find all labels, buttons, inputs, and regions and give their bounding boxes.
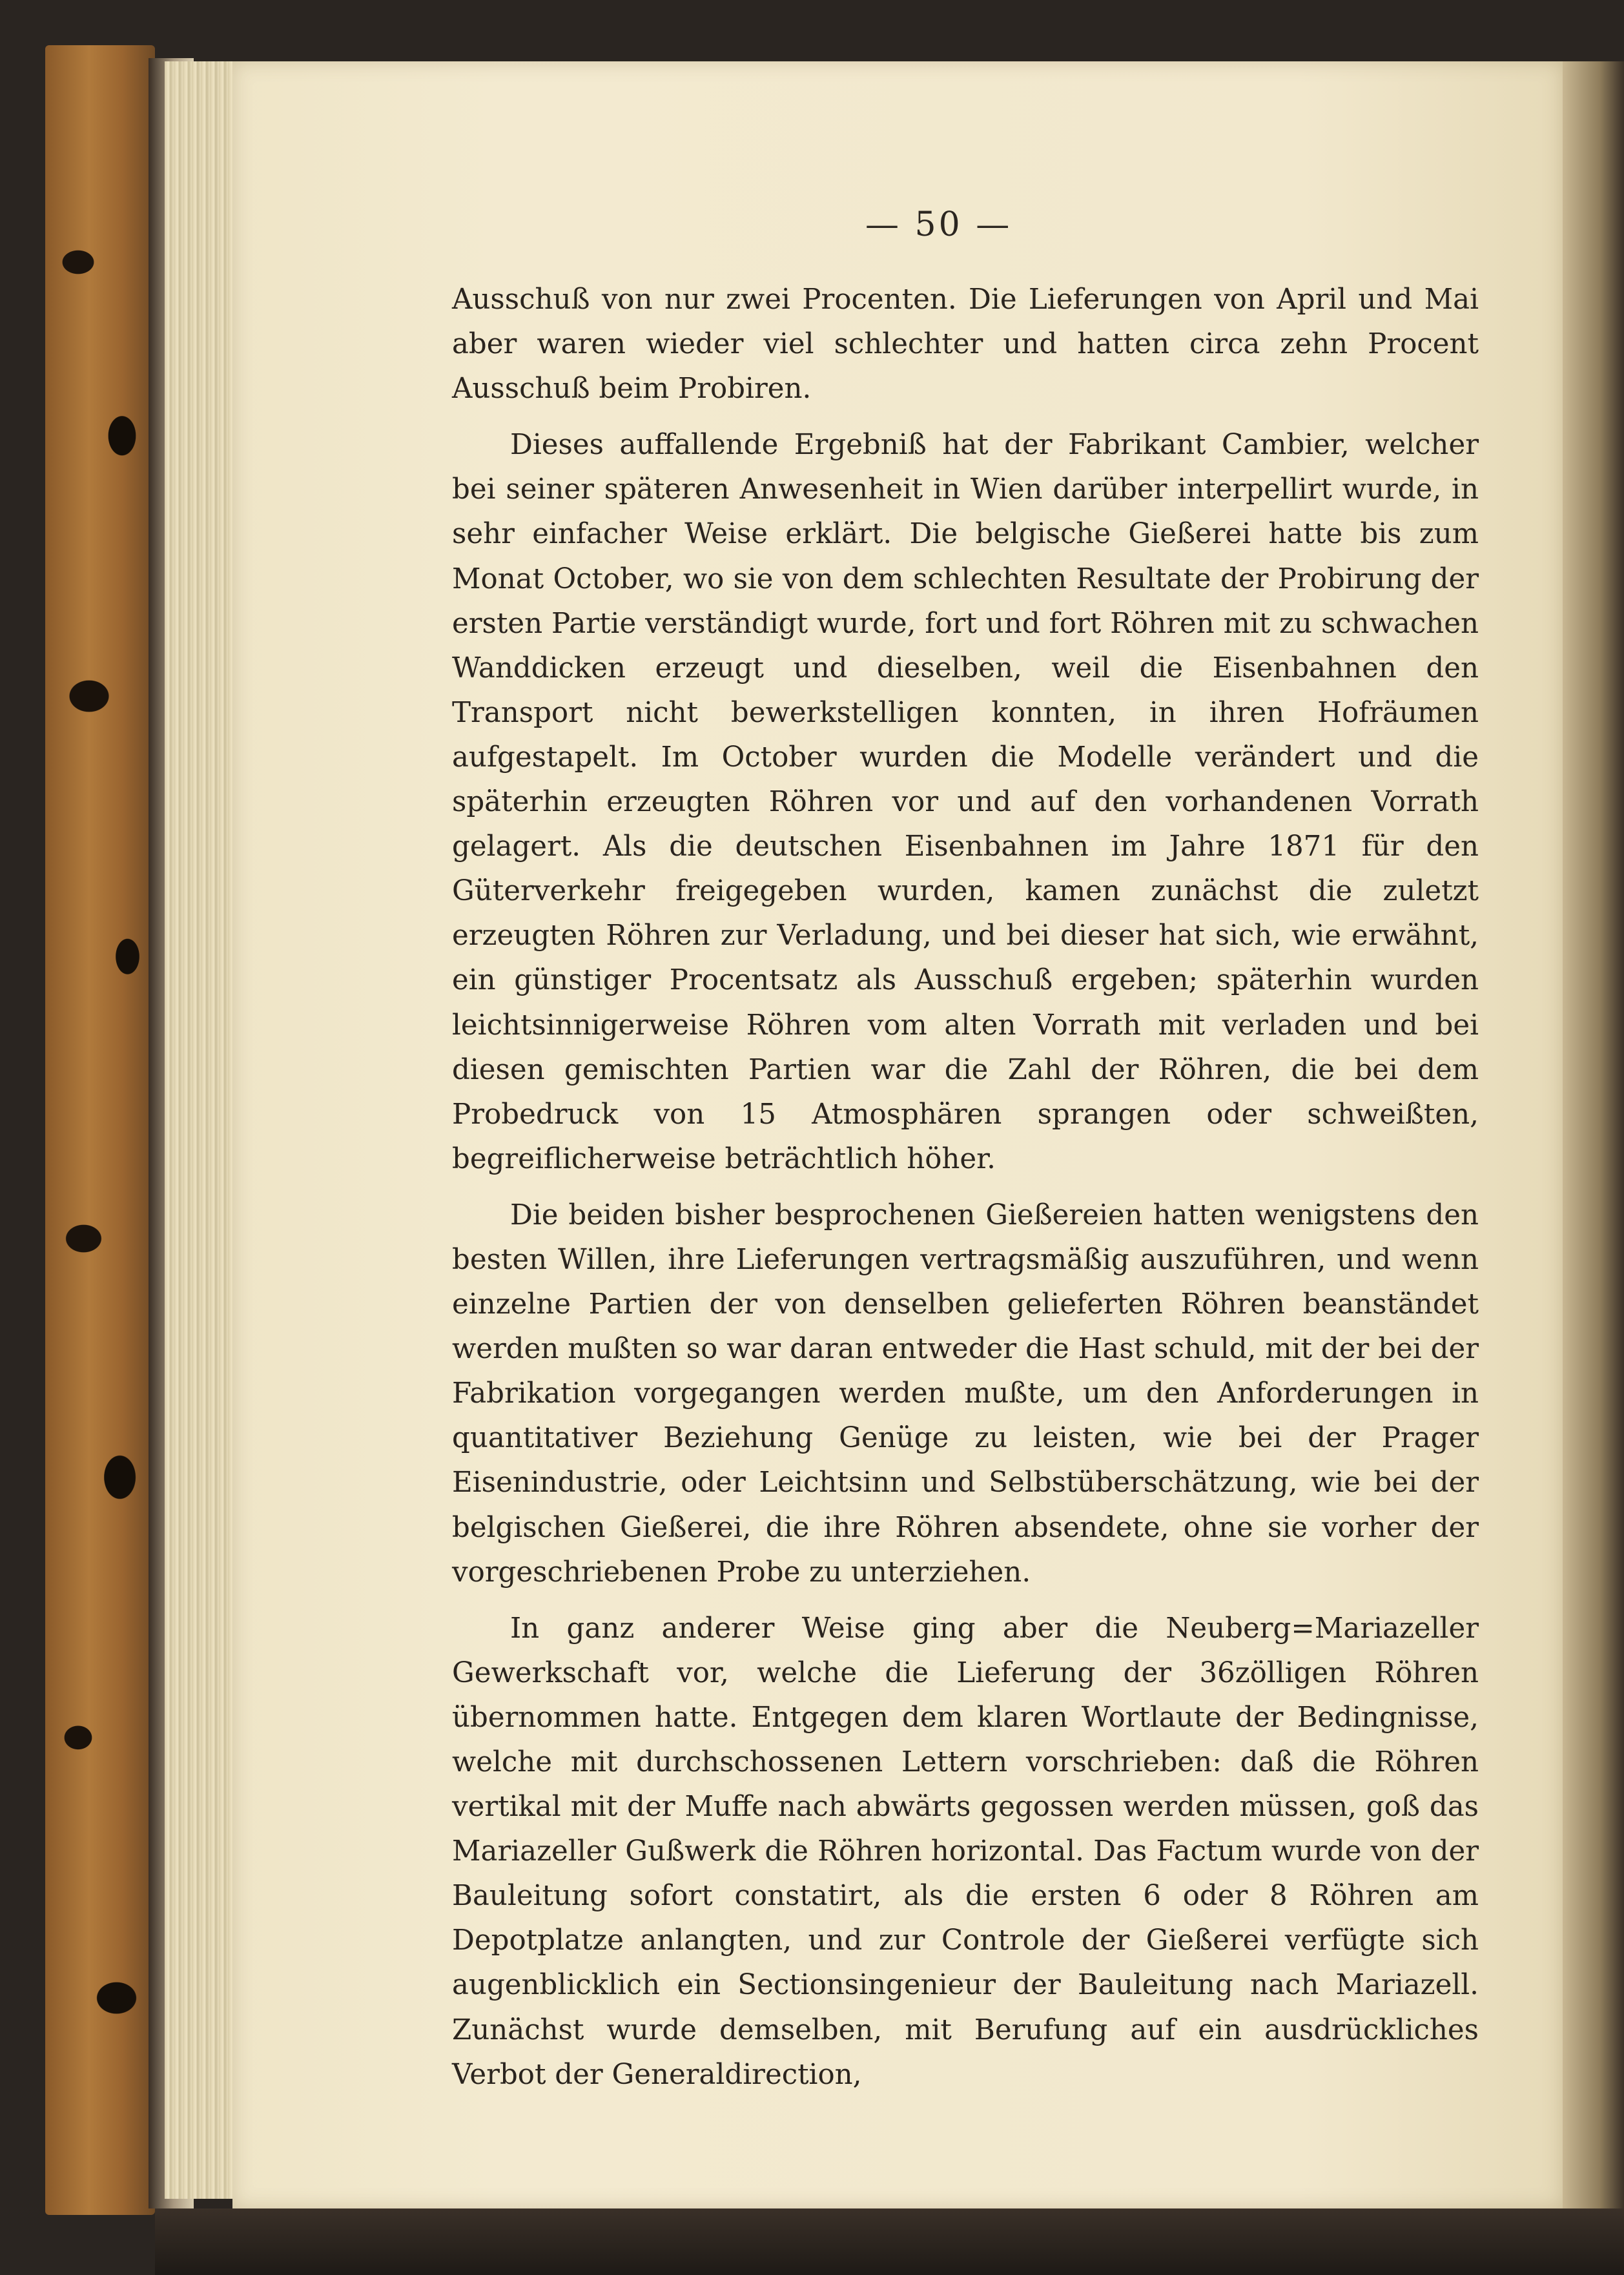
page-right-edge [1563, 61, 1624, 2208]
page-number: — 50 — [865, 205, 1012, 244]
body-text [452, 278, 1479, 2091]
paragraph-4: In ganz anderer Weise ging aber die Neuberg=Mariazeller Gewerkschaft vor, welche die Lieferung der 36zölligen Röhren übernommen hatte. Entgegen dem klaren Wortlaute der Bedingnisse, welche mit durchschossenen Lettern vorschrieben: daß die Röhren vertikal mit der Muffe nach abwärts gegossen werden müssen, goß das Mariazeller Gußwerk die Röhren horizontal. Das Factum wurde von der Bauleitung sofort constatirt, als die ersten 6 oder 8 Röhren am Depotplatze anlangten, und zur Controle der Gießerei verfügte sich augenblicklich ein Sectionsingenieur der Bauleitung nach Mariazell. Zunächst wurde demselben, mit Berufung auf ein ausdrückliches Verbot der Generaldirection, [452, 1612, 1479, 2091]
page-bottom-edge [155, 2208, 1624, 2275]
marbled-book-edge [45, 45, 155, 2215]
page-stack-edges [165, 61, 242, 2199]
paragraph-1: Ausschuß von nur zwei Procenten. Die Lieferungen von April und Mai aber waren wieder viel schlechter und hatten circa zehn Procent Ausschuß beim Probiren. [452, 283, 1479, 406]
paragraph-2: Dieses auffallende Ergebniß hat der Fabrikant Cambier, welcher bei seiner späteren Anwesenheit in Wien darüber interpellirt wurde, in sehr einfacher Weise erklärt. Die belgische Gießerei hatte bis zum Monat October, wo sie von dem schlechten Resultate der Probirung der ersten Partie verständigt wurde, fort und fort Röhren mit zu schwachen Wanddicken erzeugt und dieselben, weil die Eisenbahnen den Transport nicht bewerkstelligen konnten, in ihren Hofräumen aufgestapelt. Im October wurden die Modelle verändert und die späterhin erzeugten Röhren vor und auf den vorhandenen Vorrath gelagert. Als die deutschen Eisenbahnen im Jahre 1871 für den Güterverkehr freigegeben wurden, kamen zunächst die zuletzt erzeugten Röhren zur Verladung, und bei dieser hat sich, wie erwähnt, ein günstiger Procentsatz als Ausschuß ergeben; späterhin wurden leichtsinnigerweise Röhren vom alten Vorrath mit verladen und bei diesen gemischten Partien war die Zahl der Röhren, die bei dem Probedruck von 15 Atmosphären sprangen oder schweißten, begreiflicherweise beträchtlich höher. [452, 429, 1479, 1175]
paragraph-3: Die beiden bisher besprochenen Gießereien hatten wenigstens den besten Willen, ihre Lieferungen vertragsmäßig auszuführen, und wenn einzelne Partien der von denselben gelieferten Röhren beanständet werden mußten so war daran entweder die Hast schuld, mit der bei der Fabrikation vorgegangen werden mußte, um den Anforderungen in quantitativer Beziehung Genüge zu leisten, wie bei der Prager Eisenindustrie, oder Leichtsinn und Selbstüberschätzung, wie bei der belgischen Gießerei, die ihre Röhren absendete, ohne sie vorher der vorgeschriebenen Probe zu unterziehen. [452, 1199, 1479, 1589]
